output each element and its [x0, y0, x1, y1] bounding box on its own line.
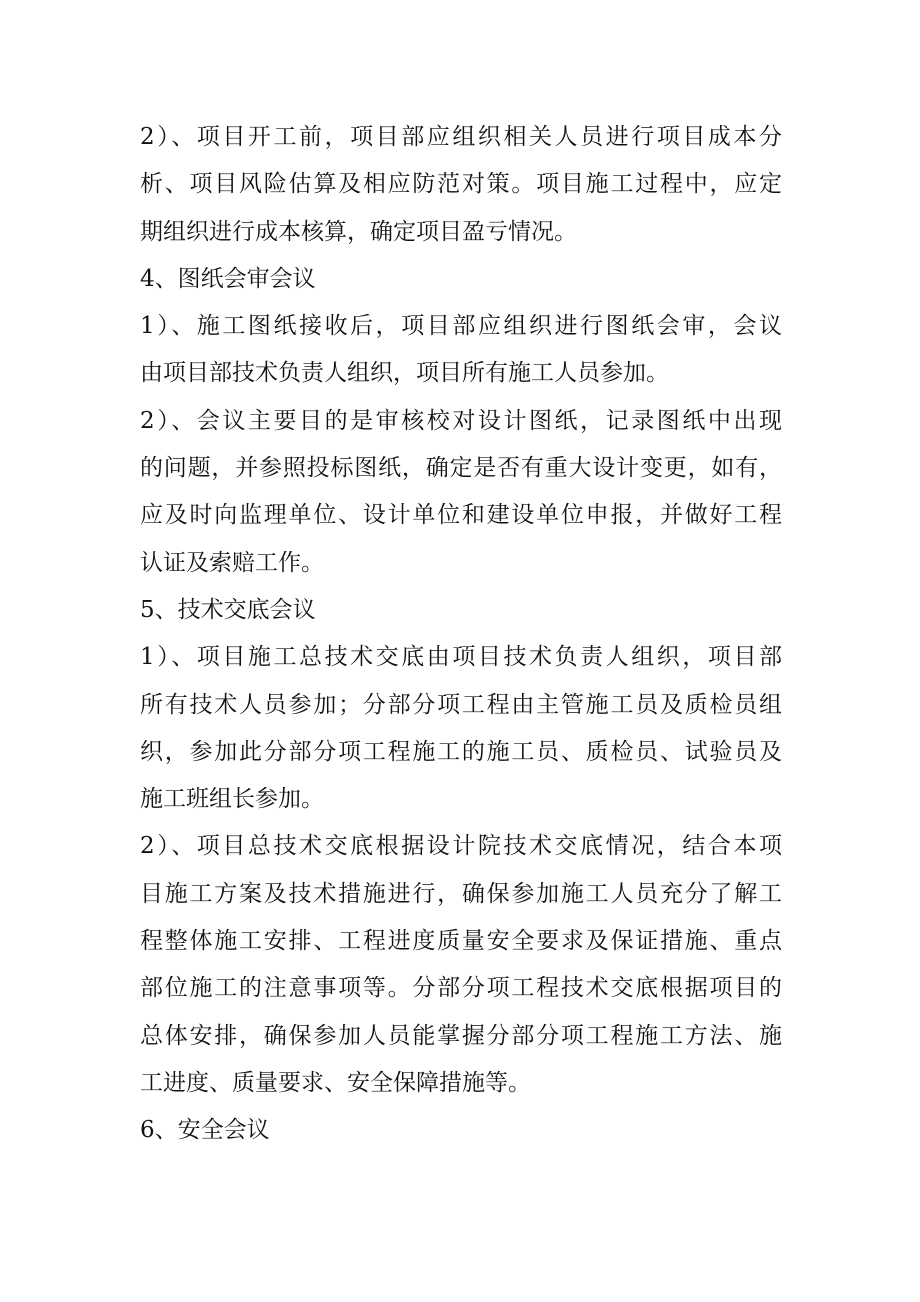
- paragraph-line: 1）、施工图纸接收后，项目部应组织进行图纸会审，会议: [140, 313, 782, 340]
- document-body: [140, 114, 782, 1155]
- paragraph-line: 总体安排，确保参加人员能掌握分部分项工程施工方法、施: [140, 1022, 782, 1049]
- paragraph-line: 由项目部技术负责人组织，项目所有施工人员参加。: [140, 360, 669, 387]
- paragraph-line: 所有技术人员参加；分部分项工程由主管施工员及质检员组: [140, 691, 782, 718]
- paragraph-line: 1）、项目施工总技术交底由项目技术负责人组织，项目部: [140, 644, 782, 671]
- paragraph-line: 2）、项目开工前，项目部应组织相关人员进行项目成本分: [140, 124, 782, 150]
- paragraph-line: 程整体施工安排、工程进度质量安全要求及保证措施、重点: [140, 928, 782, 955]
- paragraph-line: 析、项目风险估算及相应防范对策。项目施工过程中，应定: [140, 171, 782, 198]
- paragraph-line: 织，参加此分部分项工程施工的施工员、质检员、试验员及: [140, 738, 782, 765]
- section-heading: 5、技术交底会议: [140, 596, 316, 623]
- paragraph-line: 的问题，并参照投标图纸，确定是否有重大设计变更，如有，: [140, 455, 782, 482]
- paragraph-line: 2）、项目总技术交底根据设计院技术交底情况，结合本项: [140, 833, 782, 860]
- section-heading: 4、图纸会审会议: [140, 265, 316, 292]
- paragraph-line: 工进度、质量要求、安全保障措施等。: [140, 1069, 531, 1096]
- paragraph-line: 期组织进行成本核算，确定项目盈亏情况。: [140, 218, 577, 245]
- paragraph-line: 目施工方案及技术措施进行，确保参加施工人员充分了解工: [140, 880, 782, 907]
- paragraph-line: 施工班组长参加。: [140, 786, 324, 813]
- paragraph-line: 应及时向监理单位、设计单位和建设单位申报，并做好工程: [140, 502, 782, 529]
- paragraph-line: 认证及索赔工作。: [140, 549, 324, 576]
- paragraph-line: 2）、会议主要目的是审核校对设计图纸，记录图纸中出现: [140, 407, 782, 434]
- paragraph-line: 部位施工的注意事项等。分部分项工程技术交底根据项目的: [140, 975, 782, 1002]
- section-heading: 6、安全会议: [140, 1117, 270, 1144]
